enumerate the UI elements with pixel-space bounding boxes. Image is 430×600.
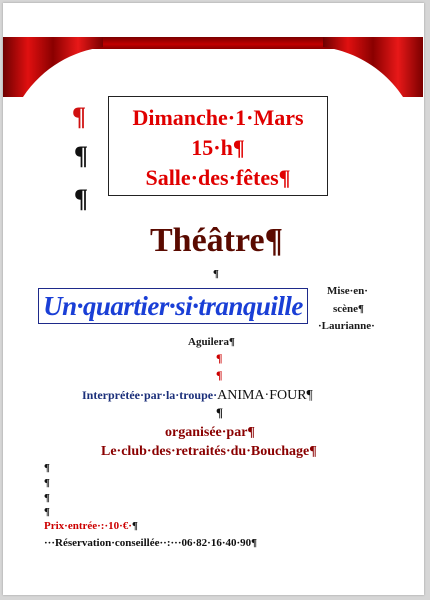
event-time: 15·h¶ xyxy=(191,135,245,160)
mise-en-scene-line-3: ·Laurianne· xyxy=(318,320,375,332)
reservation-line: ···Réservation·conseillée··:···06·82·16·40·90¶ xyxy=(44,537,258,549)
pilcrow-small-1: ¶ xyxy=(44,462,50,474)
club-name: Le·club·des·retraités·du·Bouchage¶ xyxy=(101,444,317,459)
troupe-name: ANIMA·FOUR¶ xyxy=(217,388,313,403)
left-pilcrow-2: ¶ xyxy=(74,141,89,170)
left-curtain-image xyxy=(3,37,103,97)
troupe-line xyxy=(82,386,313,404)
mise-en-scene-line-1: Mise·en· xyxy=(327,285,368,297)
event-date: Dimanche·1·Mars xyxy=(132,105,304,130)
mise-en-scene-line-2: scène¶ xyxy=(333,303,364,315)
left-pilcrow-1: ¶ xyxy=(72,102,87,131)
play-title: Un·quartier·si·tranquille xyxy=(43,291,303,321)
price-pilcrow: ¶ xyxy=(131,520,138,532)
event-venue: Salle·des·fêtes¶ xyxy=(145,165,291,190)
pilcrow-after-title: ¶ xyxy=(213,268,219,280)
pilcrow-small-2: ¶ xyxy=(44,477,50,489)
price-label: Prix·entrée·:·10·€· xyxy=(44,520,132,532)
director-last-name: Aguilera¶ xyxy=(188,336,235,348)
right-curtain-image xyxy=(323,37,423,97)
pilcrow-red-2: ¶ xyxy=(216,368,223,382)
pilcrow-after-troupe: ¶ xyxy=(216,405,224,420)
document-title: Théâtre¶ xyxy=(150,222,283,259)
pilcrow-small-3: ¶ xyxy=(44,492,50,504)
left-pilcrow-3: ¶ xyxy=(74,184,89,213)
play-title-box xyxy=(38,288,308,324)
price-line xyxy=(44,520,138,532)
event-info-box xyxy=(108,96,328,196)
troupe-prefix: Interprétée·par·la·troupe· xyxy=(82,388,218,402)
pilcrow-red-1: ¶ xyxy=(216,351,223,365)
organised-by: organisée·par¶ xyxy=(165,425,255,440)
pilcrow-small-4: ¶ xyxy=(44,506,50,518)
